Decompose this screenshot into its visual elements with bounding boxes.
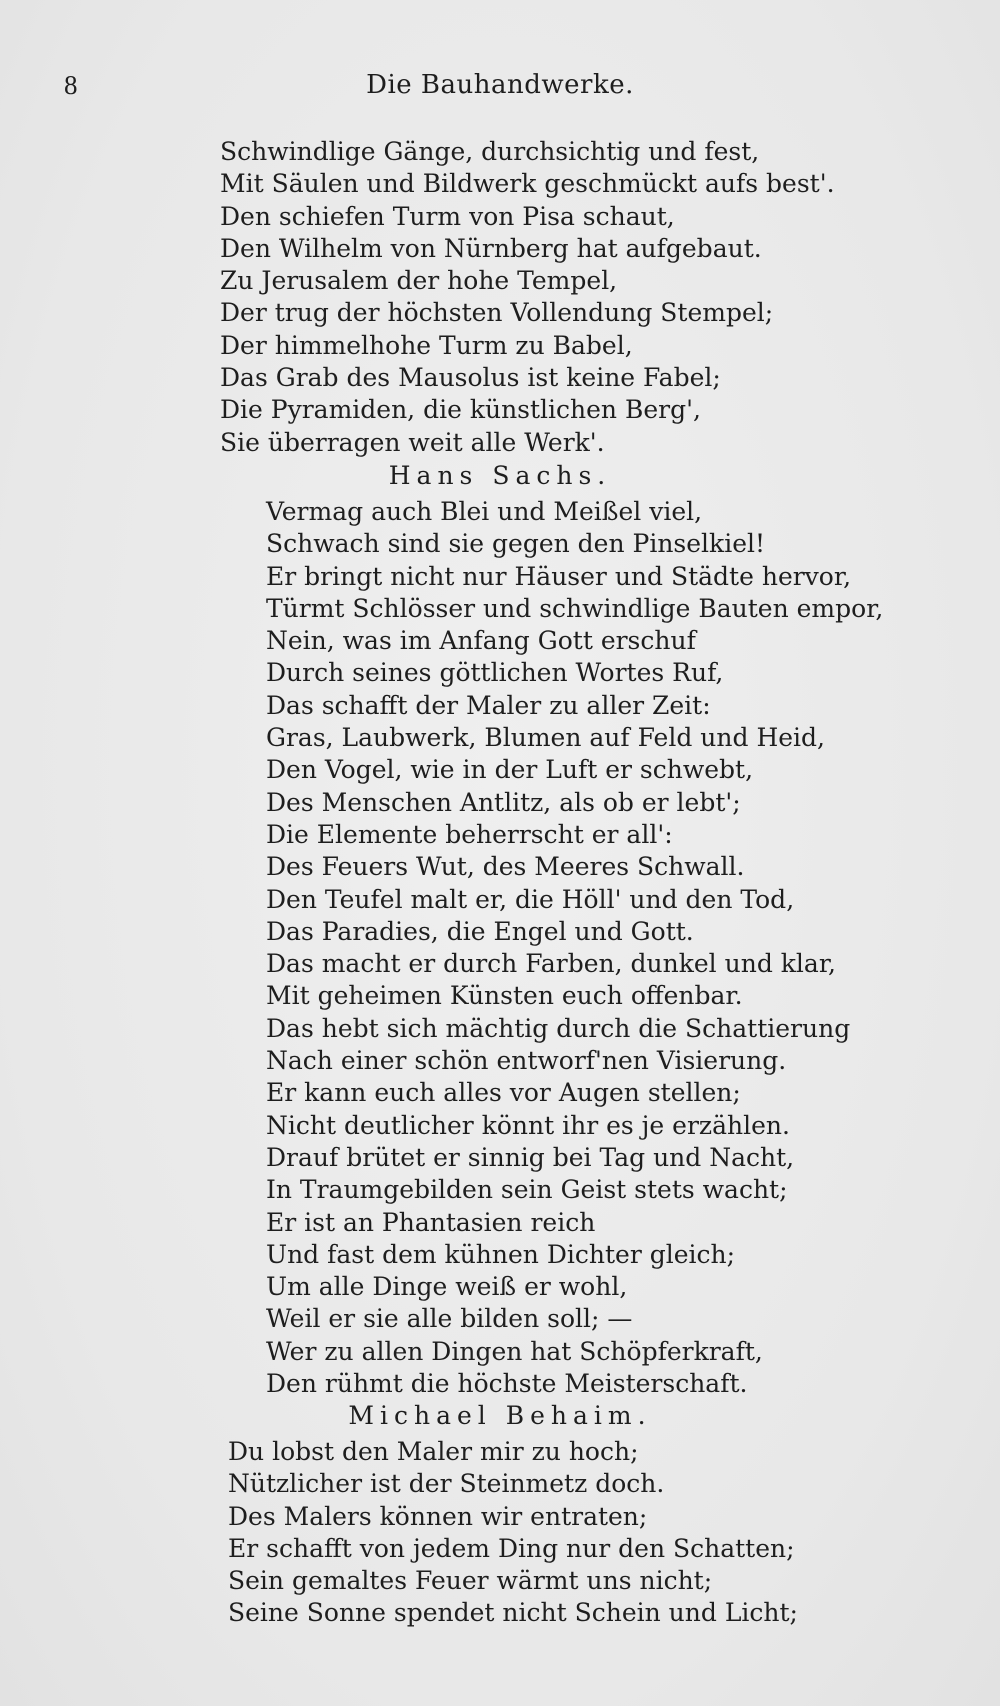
verse-line: Der trug der höchsten Vollendung Stempel;: [220, 298, 774, 328]
verse-line: Vermag auch Blei und Meißel viel,: [266, 497, 703, 526]
verse-block-2: [0, 496, 1000, 1400]
verse-block-1: [0, 136, 1000, 459]
verse-line: Mit Säulen und Bildwerk geschmückt aufs best'.: [220, 169, 835, 199]
verse-line: Die Elemente beherrscht er all':: [266, 819, 673, 849]
verse-line: Des Feuers Wut, des Meeres Schwall.: [266, 852, 745, 882]
verse-line: Den rühmt die höchste Meisterschaft.: [266, 1369, 748, 1399]
verse-line: Seine Sonne spendet nicht Schein und Licht;: [228, 1598, 798, 1628]
verse-line: Türmt Schlösser und schwindlige Bauten empor,: [266, 593, 884, 623]
verse-line: In Traumgebilden sein Geist stets wacht;: [266, 1175, 788, 1205]
verse-line: Und fast dem kühnen Dichter gleich;: [266, 1239, 736, 1269]
verse-line: Der himmelhohe Turm zu Babel,: [220, 330, 633, 360]
verse-line: Durch seines göttlichen Wortes Ruf,: [266, 658, 724, 688]
verse-line: Nicht deutlicher könnt ihr es je erzählen.: [266, 1110, 790, 1140]
verse-line: Er kann euch alles vor Augen stellen;: [266, 1078, 741, 1108]
verse-line: Den schiefen Turm von Pisa schaut,: [220, 201, 675, 231]
verse-line: Den Wilhelm von Nürnberg hat aufgebaut.: [220, 233, 762, 263]
speaker-heading-michael-behaim: Michael Behaim.: [348, 1401, 652, 1430]
verse-line: Den Vogel, wie in der Luft er schwebt,: [266, 755, 754, 785]
verse-block-3: [0, 1436, 1000, 1630]
verse-line: Zu Jerusalem der hohe Tempel,: [220, 266, 618, 296]
verse-line: Um alle Dinge weiß er wohl,: [266, 1272, 628, 1302]
verse-line: Nach einer schön entworf'nen Visierung.: [266, 1046, 787, 1076]
verse-line: Nützlicher ist der Steinmetz doch.: [228, 1469, 665, 1499]
verse-line: Er ist an Phantasien reich: [266, 1207, 596, 1237]
verse-line: Das hebt sich mächtig durch die Schattierung: [266, 1013, 851, 1043]
running-title: Die Bauhandwerke.: [366, 70, 634, 100]
verse-line: Des Menschen Antlitz, als ob er lebt';: [266, 787, 741, 817]
verse-line: Sein gemaltes Feuer wärmt uns nicht;: [228, 1566, 713, 1596]
verse-line: Das macht er durch Farben, dunkel und klar,: [266, 949, 836, 979]
page-number: 8: [64, 70, 78, 100]
verse-line: Schwindlige Gänge, durchsichtig und fest,: [220, 137, 760, 166]
verse-line: Sie überragen weit alle Werk'.: [220, 427, 605, 457]
verse-line: Schwach sind sie gegen den Pinselkiel!: [266, 529, 766, 559]
verse-line: Die Pyramiden, die künstlichen Berg',: [220, 395, 701, 425]
verse-line: Wer zu allen Dingen hat Schöpferkraft,: [266, 1336, 763, 1366]
verse-line: Gras, Laubwerk, Blumen auf Feld und Heid,: [266, 723, 825, 753]
verse-line: Das schafft der Maler zu aller Zeit:: [266, 690, 711, 720]
verse-line: Den Teufel malt er, die Höll' und den Tod,: [266, 884, 795, 914]
verse-line: Mit geheimen Künsten euch offenbar.: [266, 981, 743, 1011]
verse-line: Des Malers können wir entraten;: [228, 1501, 648, 1531]
verse-line: Du lobst den Maler mir zu hoch;: [228, 1437, 639, 1466]
verse-line: Das Paradies, die Engel und Gott.: [266, 916, 694, 946]
verse-line: Er schafft von jedem Ding nur den Schatten;: [228, 1533, 795, 1563]
verse-line: Das Grab des Mausolus ist keine Fabel;: [220, 363, 721, 393]
verse-line: Drauf brütet er sinnig bei Tag und Nacht,: [266, 1142, 795, 1172]
speaker-heading-hans-sachs: Hans Sachs.: [388, 461, 612, 490]
verse-line: Er bringt nicht nur Häuser und Städte hervor,: [266, 561, 852, 591]
verse-line: Weil er sie alle bilden soll; —: [266, 1304, 633, 1334]
verse-line: Nein, was im Anfang Gott erschuf: [266, 626, 696, 656]
